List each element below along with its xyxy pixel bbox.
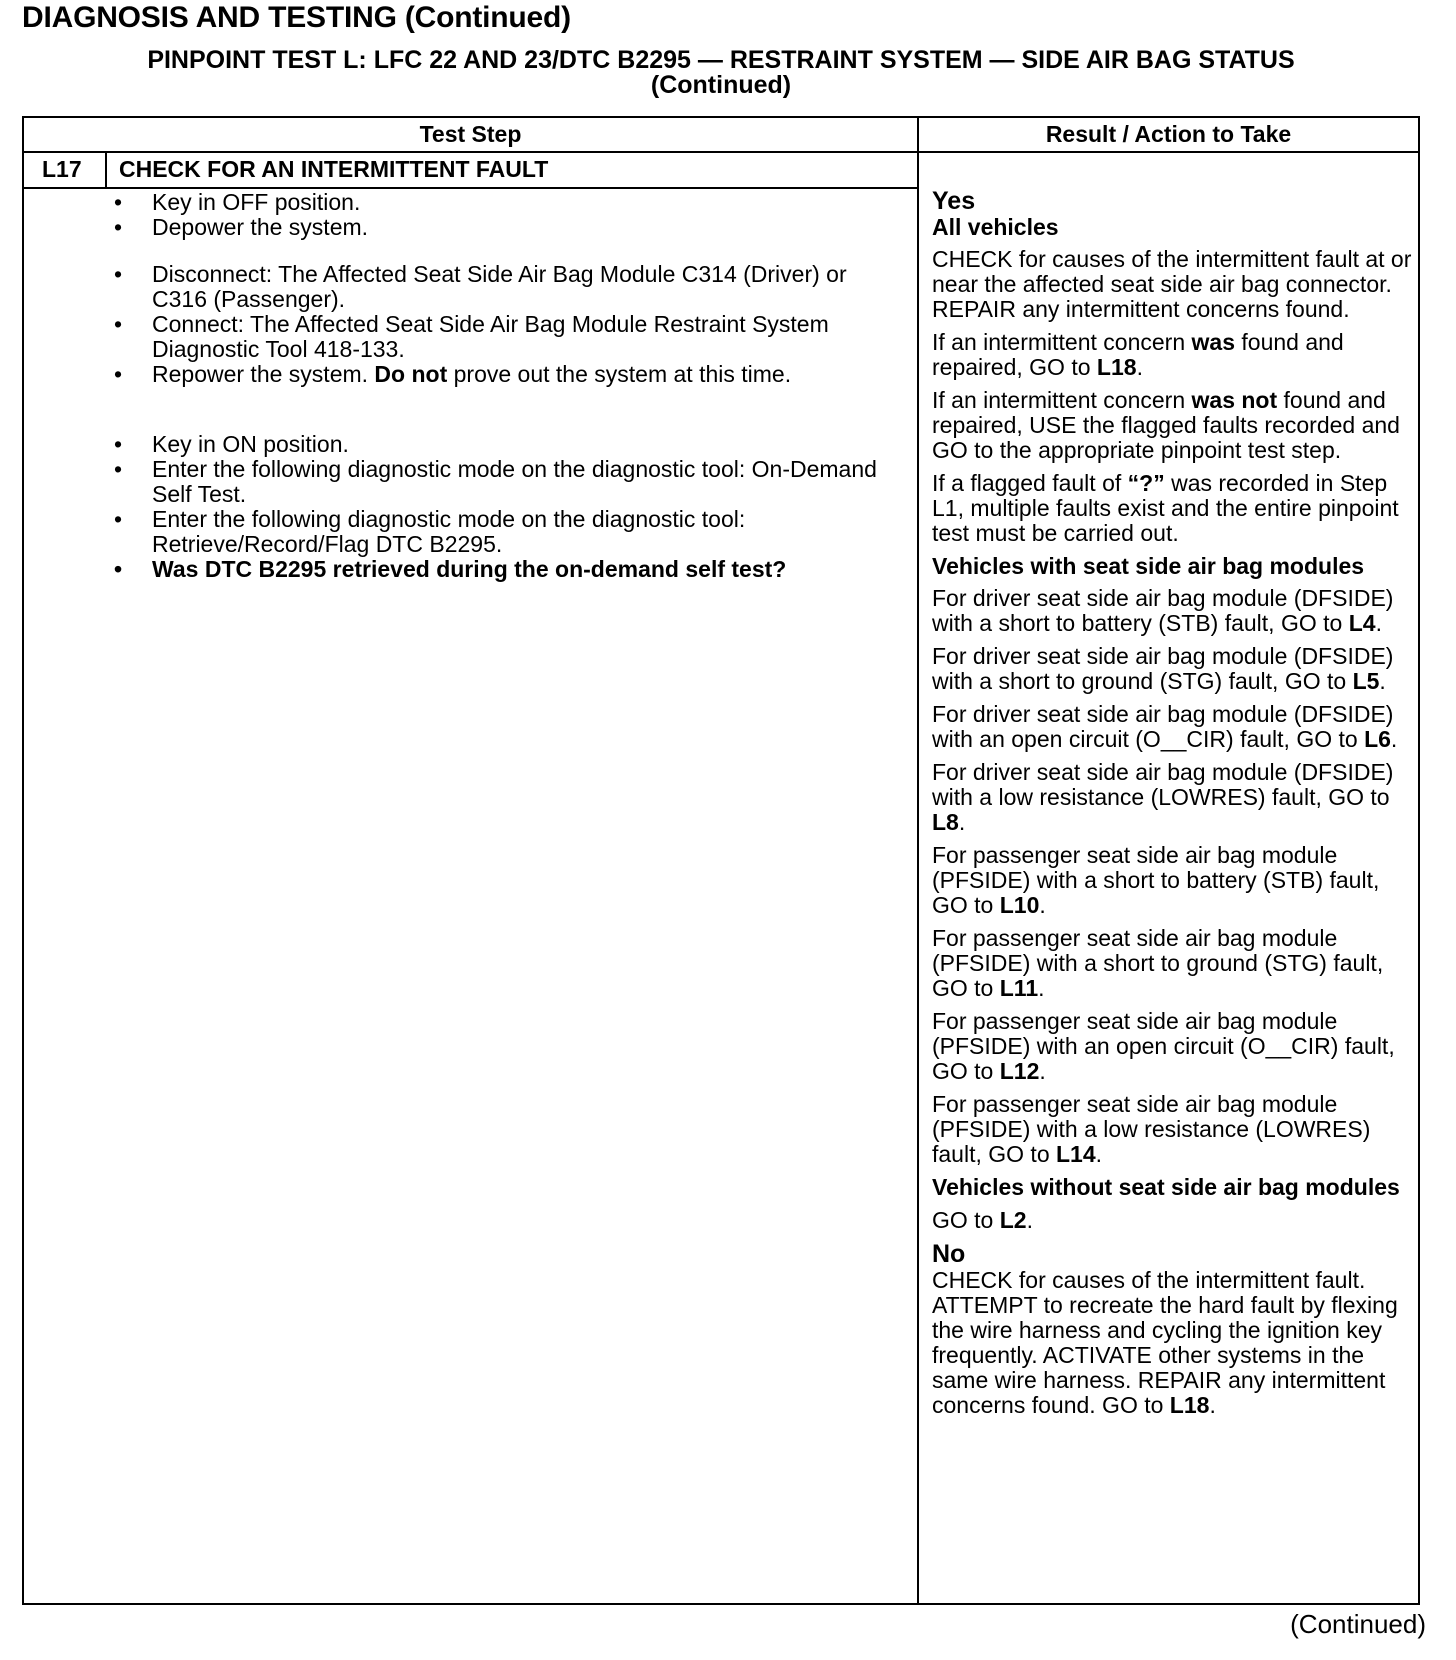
- text: For passenger seat side air bag module (PFSIDE) with an open circuit (O__CIR) fault, GO to: [932, 1008, 1395, 1084]
- step-ref: L5: [1352, 668, 1380, 694]
- text: .: [958, 809, 966, 835]
- text: .: [1038, 975, 1045, 1001]
- text: For passenger seat side air bag module (PFSIDE) with a low resistance (LOWRES) fault, GO to: [932, 1091, 1371, 1167]
- without-modules-heading: Vehicles without seat side air bag modules: [932, 1174, 1400, 1200]
- result-action-panel: [932, 188, 1420, 1418]
- with-modules-heading: Vehicles with seat side air bag modules: [932, 553, 1365, 579]
- step-ref: L2: [999, 1207, 1027, 1233]
- pinpoint-test-table: [22, 116, 1420, 1605]
- list-item: [114, 362, 904, 387]
- result-paragraph: [932, 330, 1420, 380]
- column-header-test-step: Test Step: [419, 121, 522, 147]
- text: For passenger seat side air bag module (PFSIDE) with a short to battery (STB) fault, GO to: [932, 842, 1380, 918]
- result-paragraph: [932, 471, 1420, 546]
- list-item: • Depower the system.: [114, 215, 904, 240]
- text: For passenger seat side air bag module (PFSIDE) with a short to ground (STG) fault, GO to: [932, 925, 1384, 1001]
- text: .: [1136, 354, 1143, 380]
- test-title-line2: (Continued): [650, 71, 792, 99]
- result-item: [932, 1092, 1420, 1167]
- test-title-line1: PINPOINT TEST L: LFC 22 AND 23/DTC B2295 — RESTRAINT SYSTEM — SIDE AIR BAG STATUS: [147, 46, 1295, 74]
- list-item: • Connect: The Affected Seat Side Air Bag Module Restraint System Diagnostic Tool 418-133.: [114, 312, 904, 362]
- list-item: • Enter the following diagnostic mode on the diagnostic tool: On-Demand Self Test.: [114, 457, 904, 507]
- text: For driver seat side air bag module (DFSIDE) with a short to ground (STG) fault, GO to: [932, 643, 1394, 694]
- text: prove out the system at this time.: [447, 361, 792, 387]
- result-item: [932, 1009, 1420, 1084]
- text: .: [1209, 1392, 1216, 1418]
- column-header-result: Result / Action to Take: [1045, 121, 1292, 147]
- text: For driver seat side air bag module (DFSIDE) with an open circuit (O__CIR) fault, GO to: [932, 701, 1394, 752]
- step-id: L17: [42, 156, 82, 182]
- text: was recorded in Step L1, multiple faults exist and the entire pinpoint test must be carried out.: [932, 470, 1399, 546]
- list-item: • Enter the following diagnostic mode on the diagnostic tool: Retrieve/Record/Flag DTC B2295.: [114, 507, 904, 557]
- step-ref: L8: [932, 809, 959, 835]
- step-ref: L14: [1056, 1141, 1096, 1167]
- text: found and repaired, GO to: [932, 329, 1344, 380]
- list-item: • Key in ON position.: [114, 432, 904, 457]
- text: Do not: [374, 361, 448, 387]
- text: .: [1039, 1058, 1046, 1084]
- yes-heading: Yes: [932, 187, 976, 215]
- continued-footer: (Continued): [1290, 1609, 1426, 1639]
- text: If an intermittent concern: [932, 329, 1192, 355]
- text: was not: [1191, 387, 1278, 413]
- step-ref: L11: [999, 975, 1039, 1001]
- text: For driver seat side air bag module (DFSIDE) with a low resistance (LOWRES) fault, GO to: [932, 759, 1394, 810]
- header-divider: [24, 151, 1418, 153]
- list-item: • Key in OFF position.: [114, 190, 904, 215]
- text: “?”: [1127, 470, 1165, 496]
- test-step-list: [114, 190, 904, 582]
- text: If a flagged fault of: [932, 470, 1128, 496]
- no-heading: No: [932, 1240, 966, 1268]
- text: .: [1379, 668, 1386, 694]
- result-item: [932, 702, 1420, 752]
- step-ref: L6: [1364, 726, 1391, 752]
- text: Repower the system.: [152, 361, 375, 387]
- step-ref: L18: [1096, 354, 1137, 380]
- result-paragraph: [932, 1268, 1420, 1418]
- result-item: [932, 1208, 1420, 1233]
- text: found and repaired, USE the flagged faults recorded and GO to the appropriate pinpoint test step.: [932, 387, 1400, 463]
- all-vehicles-heading: All vehicles: [932, 214, 1059, 240]
- step-ref: L12: [999, 1058, 1040, 1084]
- result-paragraph: CHECK for causes of the intermittent fault at or near the affected seat side air bag connector. REPAIR any intermittent concerns found.: [932, 246, 1412, 322]
- result-item: [932, 644, 1420, 694]
- text: .: [1039, 892, 1046, 918]
- result-item: [932, 843, 1420, 918]
- step-ref: L10: [999, 892, 1040, 918]
- text: CHECK for causes of the intermittent fault. ATTEMPT to recreate the hard fault by flexing the wire harness and cycling the ignition key frequently. ACTIVATE other systems in the same wire harness. REPAIR any intermittent concerns found. GO to: [932, 1267, 1398, 1418]
- step-ref: L18: [1169, 1392, 1210, 1418]
- result-item: [932, 586, 1420, 636]
- result-item: [932, 760, 1420, 835]
- step-title: CHECK FOR AN INTERMITTENT FAULT: [119, 156, 549, 182]
- list-item: • Disconnect: The Affected Seat Side Air Bag Module C314 (Driver) or C316 (Passenger).: [114, 262, 904, 312]
- text: For driver seat side air bag module (DFSIDE) with a short to battery (STB) fault, GO to: [932, 585, 1394, 636]
- text: If an intermittent concern: [932, 387, 1192, 413]
- page-header: DIAGNOSIS AND TESTING (Continued): [22, 1, 571, 34]
- column-divider: [917, 118, 919, 1603]
- text: was: [1191, 329, 1235, 355]
- step-id-divider: [105, 151, 107, 187]
- step-ref: L4: [1348, 610, 1376, 636]
- result-item: [932, 926, 1420, 1001]
- result-paragraph: [932, 388, 1420, 463]
- text: .: [1095, 1141, 1103, 1167]
- text: .: [1390, 726, 1398, 752]
- text: GO to: [932, 1207, 1000, 1233]
- list-item: • Was DTC B2295 retrieved during the on-demand self test?: [114, 557, 904, 582]
- pinpoint-test-title: [22, 48, 1420, 98]
- text: .: [1026, 1207, 1033, 1233]
- text: .: [1375, 610, 1382, 636]
